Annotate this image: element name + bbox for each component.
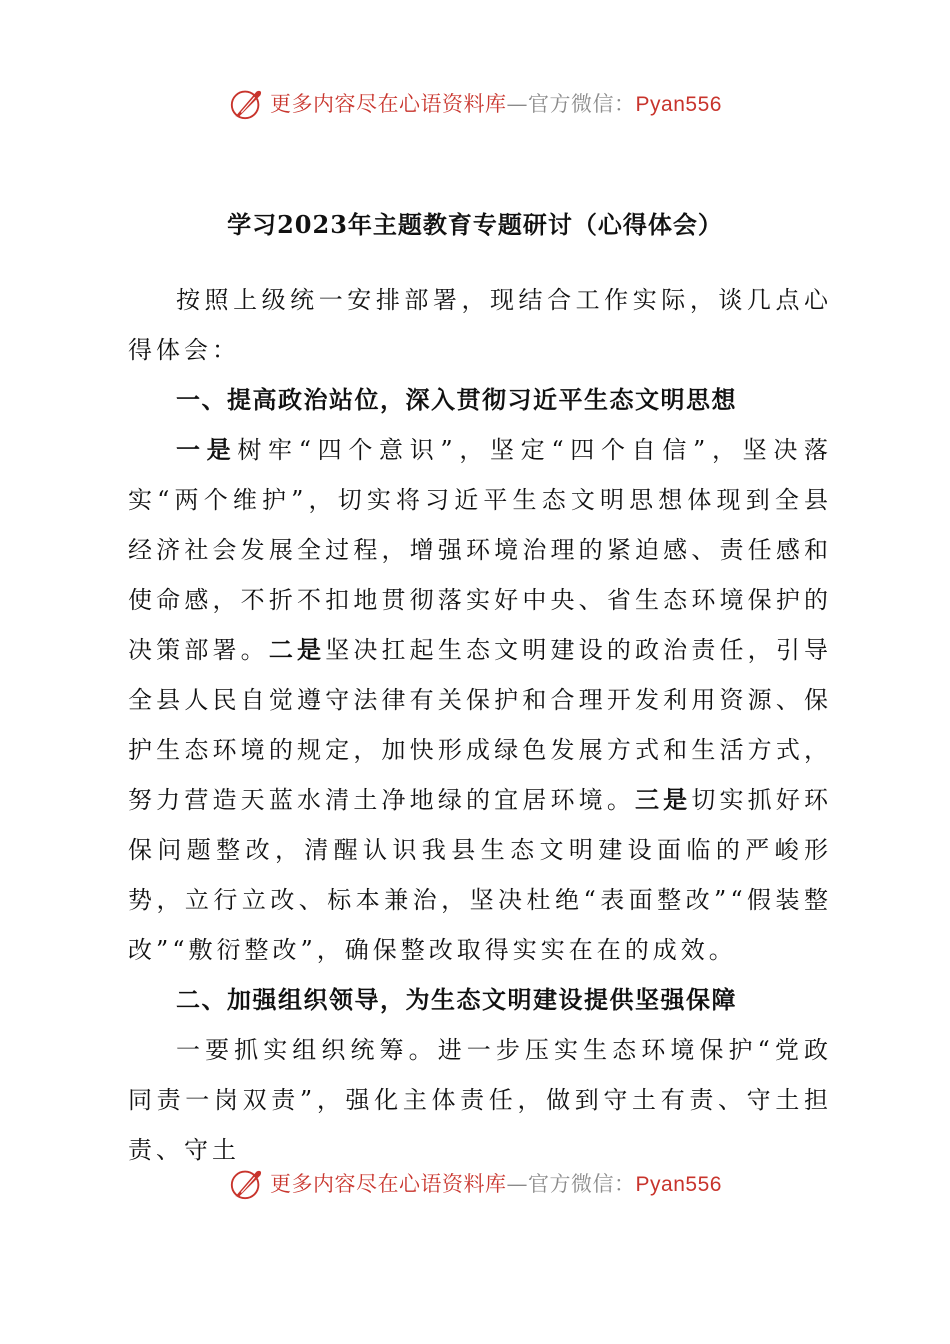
banner-wechat-id: Pyan556 <box>635 93 722 116</box>
header-watermark-banner <box>0 78 950 128</box>
banner-wechat-label: —官方微信： <box>506 1172 636 1196</box>
quill-pen-icon <box>228 1164 266 1202</box>
section-2-heading: 二、加强组织领导，为生态文明建设提供坚强保障 <box>176 985 737 1014</box>
banner-text <box>270 1168 722 1198</box>
lead-first: 一是 <box>176 435 238 464</box>
lead-third: 三是 <box>635 785 692 814</box>
point-third-text: 切实抓好环保问题整改，清醒认识我县生态文明建设面临的严峻形势，立行立改、标本兼治，坚决杜绝“表面整改”“假装整改”“敷衍整改”，确保整改取得实实在在的成效。 <box>128 786 833 964</box>
banner-brand-text: 更多内容尽在心语资料库 <box>270 92 507 116</box>
section-1-heading: 一、提高政治站位，深入贯彻习近平生态文明思想 <box>176 385 737 414</box>
banner-brand-text: 更多内容尽在心语资料库 <box>270 1172 507 1196</box>
quill-pen-icon <box>228 84 266 122</box>
section-1-paragraph <box>128 425 832 975</box>
banner-wechat-label: —官方微信： <box>506 92 636 116</box>
banner-wechat-id: Pyan556 <box>635 1173 722 1196</box>
point-first-text: 树牢“四个意识”，坚定“四个自信”，坚决落实“两个维护”，切实将习近平生态文明思想体现到全县经济社会发展全过程，增强环境治理的紧迫感、责任感和使命感，不折不扣地贯彻落实好中央、省生态环境保护的决策部署。 <box>128 436 833 664</box>
document-title: 学习2023年主题教育专题研讨（心得体会） <box>227 210 723 239</box>
lead-second: 二是 <box>268 635 326 664</box>
document-body <box>128 275 832 1175</box>
banner-text <box>270 88 722 118</box>
intro-paragraph: 按照上级统一安排部署，现结合工作实际，谈几点心得体会： <box>128 286 832 364</box>
footer-watermark-banner <box>0 1158 950 1208</box>
point-second-text: 坚决扛起生态文明建设的政治责任，引导全县人民自觉遵守法律有关保护和合理开发利用资源、保护生态环境的规定，加快形成绿色发展方式和生活方式，努力营造天蓝水清土净地绿的宜居环境。 <box>128 636 833 814</box>
section-2-paragraph: 一要抓实组织统筹。进一步压实生态环境保护“党政同责一岗双责”，强化主体责任，做到守土有责、守土担责、守土 <box>128 1036 832 1164</box>
